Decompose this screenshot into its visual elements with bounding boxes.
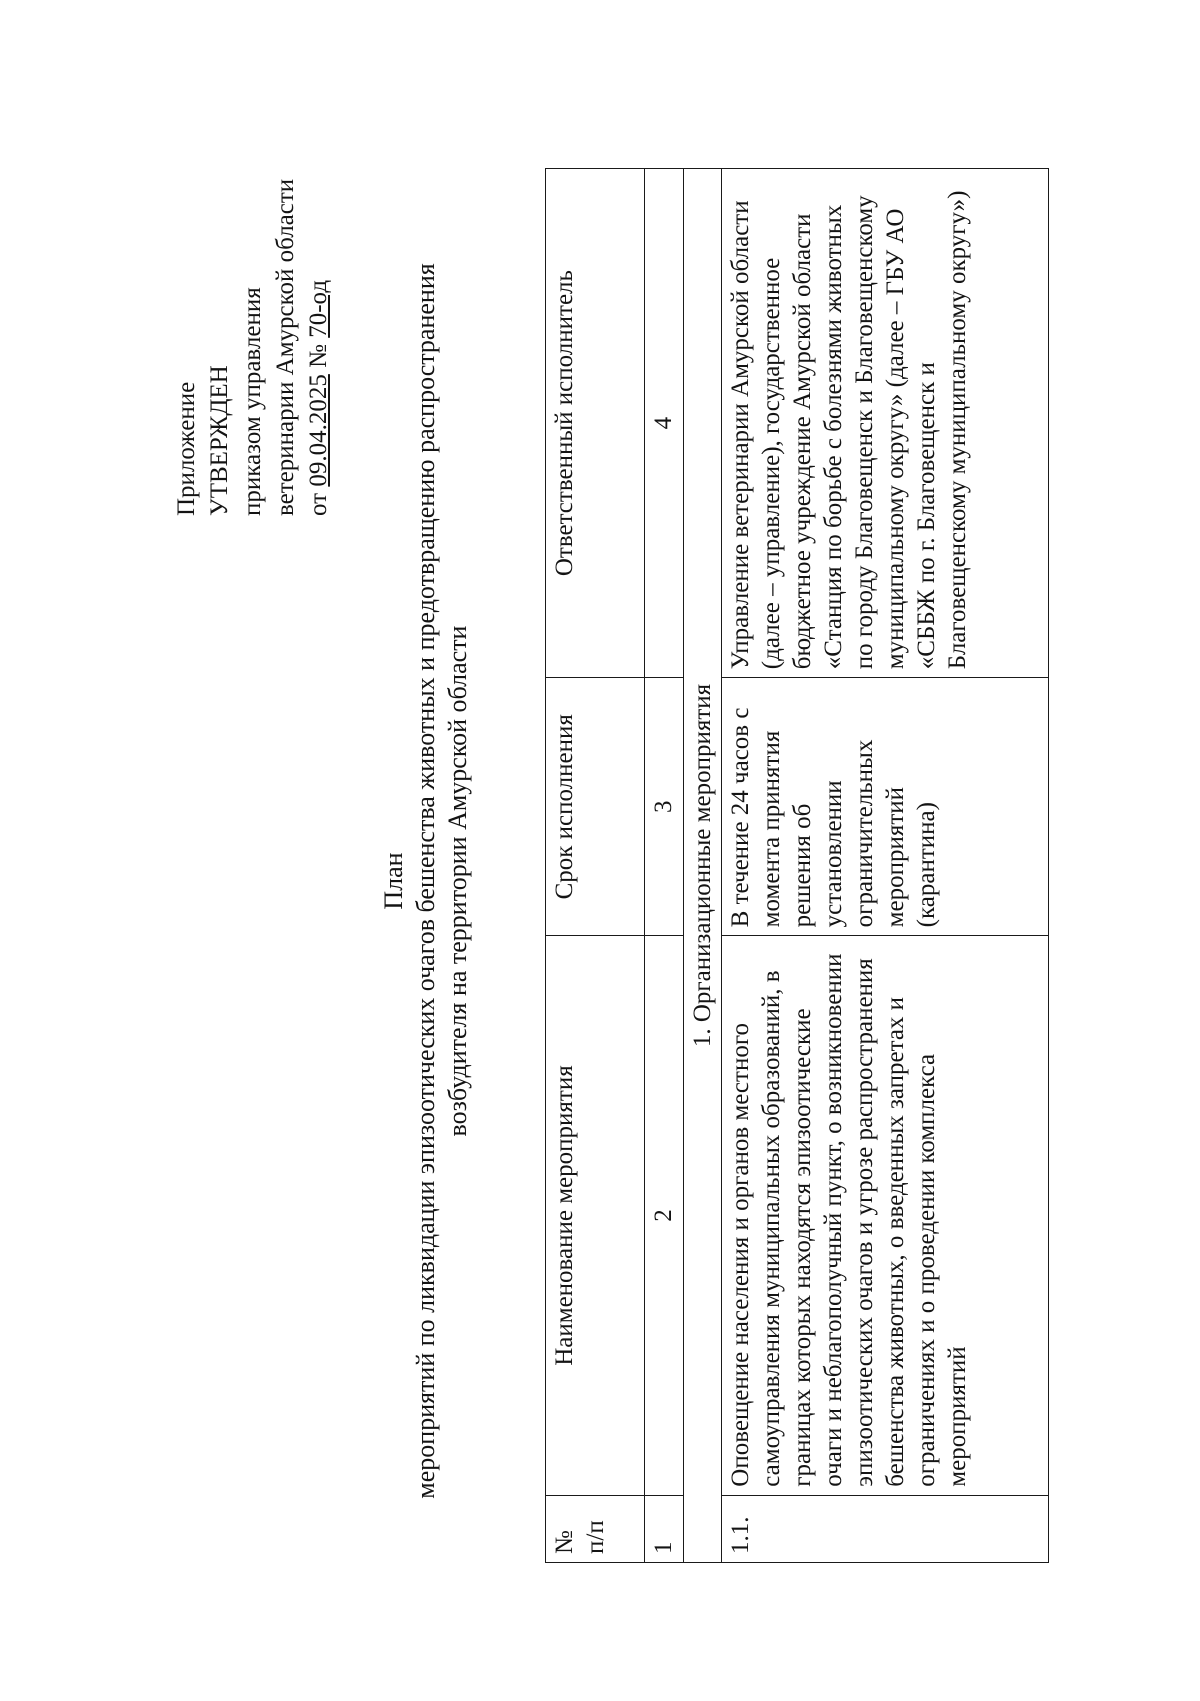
row-number: 1.1.: [722, 1495, 1049, 1562]
approval-order: приказом управления: [239, 287, 266, 516]
row-term: В течение 24 часов с момента принятия решения об установлении ограничительных мероприятий (карантина): [722, 678, 1049, 936]
title-line-1: мероприятий по ликвидации эпизоотических очагов бешенства животных и предотвращению распространения: [411, 263, 440, 1499]
header-term: Срок исполнения: [546, 678, 645, 936]
title-block: [378, 231, 474, 1531]
index-2: 2: [645, 936, 684, 1495]
title-heading: План: [379, 852, 408, 910]
approval-approved: УТВЕРЖДЕН: [206, 365, 233, 516]
table-row: [722, 169, 1049, 1563]
row-executor: Управление ветеринарии Амурской области (далее – управление), государственное бюджетное учреждение Амурской области «Станция по борьбе с болезнями животных по городу Благовещенск и Благовещенскому муниципальному округу» (далее – ГБУ АО «СББЖ по г. Благовещенск и Благовещенскому муниципальному округу»): [722, 169, 1049, 678]
row-name: Оповещение населения и органов местного самоуправления муниципальных образований, в границах которых находятся эпизоотические очаги и неблагополучный пункт, о возникновении эпизоотических очагов и угрозе распространения бешенства животных, о введенных запретах и ограничениях и о проведении комплекса мероприятий: [722, 936, 1049, 1495]
table-section-row: [684, 169, 722, 1563]
approval-block: [170, 96, 335, 516]
header-name: Наименование мероприятия: [546, 936, 645, 1495]
approval-number-sign: №: [305, 344, 332, 368]
approval-prefix: от: [305, 492, 332, 516]
title-line-2: возбудителя на территории Амурской области: [443, 625, 472, 1137]
index-3: 3: [645, 678, 684, 936]
index-1: 1: [645, 1495, 684, 1562]
approval-appendix: Приложение: [173, 381, 200, 516]
header-executor: Ответственный исполнитель: [546, 169, 645, 678]
section-title: 1. Организационные мероприятия: [684, 169, 722, 1563]
table-header-row: [546, 169, 645, 1563]
header-number: № п/п: [546, 1495, 645, 1562]
approval-date: 09.04.2025: [305, 374, 332, 487]
approval-number: 70-од: [305, 279, 332, 338]
approval-date-line: [302, 96, 335, 516]
approval-authority: ветеринарии Амурской области: [272, 178, 299, 516]
plan-table: [545, 168, 1049, 1563]
table-index-row: [645, 169, 684, 1563]
index-4: 4: [645, 169, 684, 678]
